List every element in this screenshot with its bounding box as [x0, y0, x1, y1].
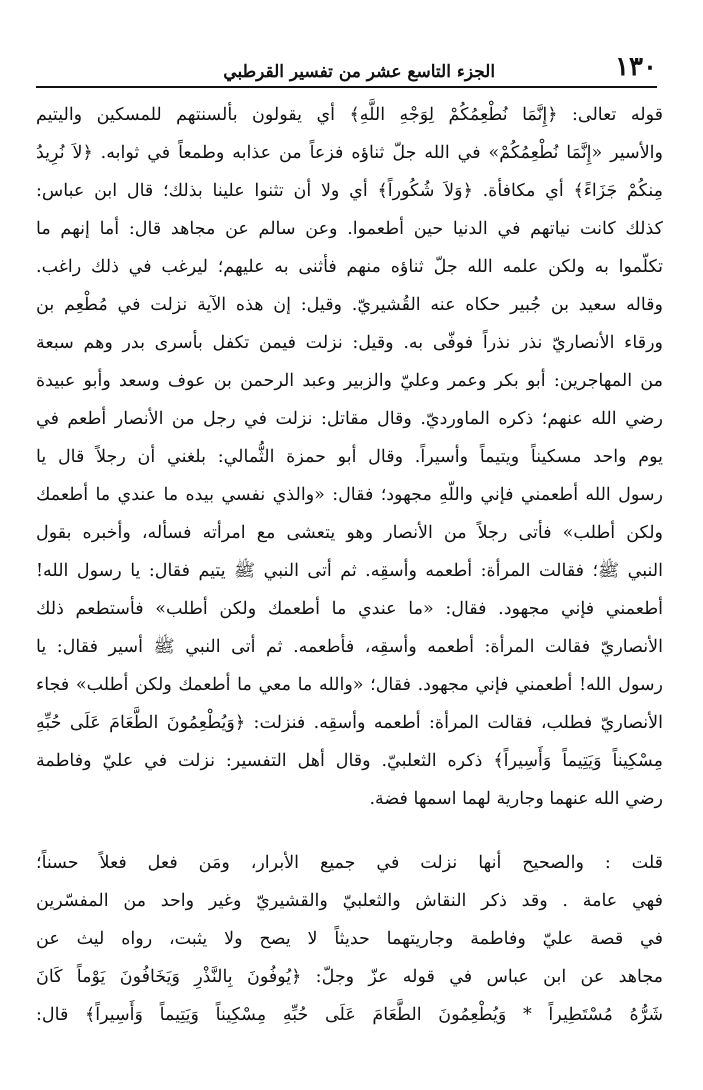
running-title: الجزء التاسع عشر من تفسير القرطبي [223, 62, 496, 82]
text-line: من المهاجرين: أبو بكر وعمر وعليّ والزبير وعبد الرحمن بن عوف وسعد وأبو عبيدة [36, 371, 663, 391]
text-line: والأسير «إِنَّمَا نُطْعِمُكُمْ» في الله جلّ ثناؤه فزعاً من عذابه وطمعاً في ثوابه. ﴿لاَ نُرِيدُ [36, 143, 663, 163]
text-line: مجاهد عن ابن عباس في قوله عزّ وجلّ: ﴿يُوفُونَ بِالنَّذْرِ وَيَخَافُونَ يَوْماً كَانَ [36, 967, 663, 987]
text-line: فهي عامة . وقد ذكر النقاش والثعلبيّ والقشيريّ وغير واحد من المفسّرين [36, 891, 663, 911]
text-line: قوله تعالى: ﴿إِنَّمَا نُطْعِمُكُمْ لِوَجْهِ اللَّهِ﴾ أي يقولون بألسنتهم للمسكين واليتيم [36, 105, 663, 125]
text-line: الأنصاريّ فقالت المرأة: أطعمه وأسقِه، فأطعمه. ثم أتى النبي ﷺ أسير فقال: يا [36, 637, 663, 657]
text-line: مِنكُمْ جَزَاءً﴾ أي مكافأة. ﴿وَلاَ شُكُوراً﴾ أي ولا أن تثنوا علينا بذلك؛ قال ابن عباس: [36, 181, 663, 201]
text-line: قلت : والصحيح أنها نزلت في جميع الأبرار، ومَن فعل فعلاً حسناً؛ [36, 853, 663, 873]
text-line: ولكن أطلب» فأتى رجلاً من الأنصار وهو يتعشى مع امرأته فسأله، وأخبره بقول [36, 523, 663, 543]
text-line: أطعمني فإني مجهود. فقال: «ما عندي ما أطعمك ولكن أطلب» فأستطعم ذلك [36, 599, 663, 619]
text-line: الأنصاريّ فطلب، فقالت المرأة: أطعمه وأسقِه. فنزلت: ﴿وَيُطْعِمُونَ الطَّعَامَ عَلَى حُبِّهِ [36, 713, 663, 733]
text-line: كذلك كانت نياتهم في الدنيا حين أطعموا. وعن سالم عن مجاهد قال: أما إنهم ما [36, 219, 663, 239]
text-line: شَرُّهُ مُسْتَطِيراً * وَيُطْعِمُونَ الطَّعَامَ عَلَى حُبِّهِ مِسْكِيناً وَيَتِيماً وَأَسِيراً﴾ قال: [36, 1005, 663, 1025]
paragraph-2 [36, 844, 663, 1034]
text-line: رسول الله! أطعمني فإني مجهود. فقال؛ «والله ما معي ما أطعمك ولكن أطلب» فجاء [36, 675, 663, 695]
text-line: رسول الله أطعمني فإني واللّهِ مجهود؛ فقال: «والذي نفسي بيده ما عندي ما أطعمك [36, 485, 663, 505]
text-line: يوم واحد مسكيناً ويتيماً وأسيراً. وقال أبو حمزة الثُّمالي: بلغني أن رجلاً قال يا [36, 447, 663, 467]
text-line: النبي ﷺ؛ فقالت المرأة: أطعمه وأسقِه. ثم أتى النبي ﷺ يتيم فقال: يا رسول الله! [36, 561, 663, 581]
text-line: مِسْكِيناً وَيَتِيماً وَأَسِيراً﴾ ذكره الثعلبيّ. وقال أهل التفسير: نزلت في عليّ وفاطمة [36, 751, 663, 771]
text-line: تكلّموا به ولكن علمه الله جلّ ثناؤه منهم فأثنى به عليهم؛ ليرغب في ذلك راغب. [36, 257, 663, 277]
paragraph-1 [36, 96, 663, 818]
paragraph-spacer [36, 818, 663, 844]
text-line: ورقاء الأنصاريّ نذر نذراً فوفّى به. وقيل: نزلت فيمن تكفل بأسرى بدر وهم سبعة [36, 333, 663, 353]
text-line: رضي الله عنهما وجارية لهما اسمها فضة. [369, 789, 663, 809]
text-line: رضي الله عنهم؛ ذكره الماورديّ. وقال مقاتل: نزلت في رجل من الأنصار أطعم في [36, 409, 663, 429]
running-head [36, 52, 657, 88]
text-line: في قصة عليّ وفاطمة وجاريتهما حديثاً لا يصح ولا يثبت، رواه ليث عن [36, 929, 663, 949]
page-number: ١٣٠ [615, 52, 657, 82]
main-text [36, 96, 663, 1034]
text-line: وقاله سعيد بن جُبير حكاه عنه القُشيريّ. وقيل: إن هذه الآية نزلت في مُطْعِم بن [36, 295, 663, 315]
